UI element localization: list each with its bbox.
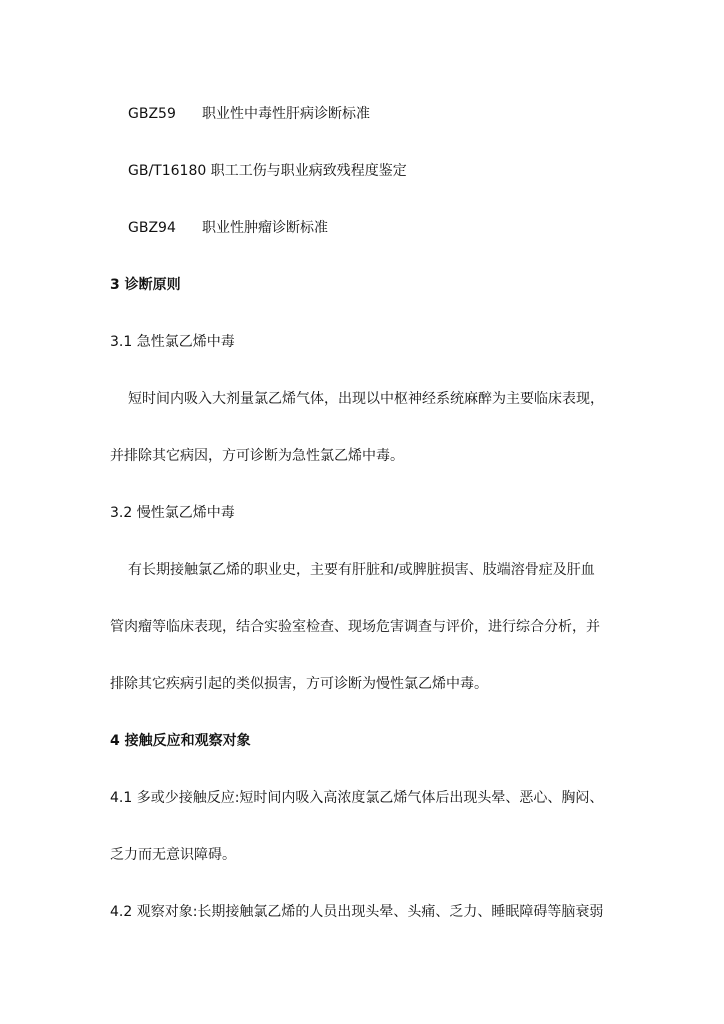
section-heading-4: 4 接触反应和观察对象 <box>110 733 251 749</box>
reference-gbz59 <box>128 104 370 124</box>
subsection-heading-3-2: 3.2 慢性氯乙烯中毒 <box>110 505 235 521</box>
reference-title: 职业性中毒性肝病诊断标准 <box>202 106 370 122</box>
reference-code: GBZ94 <box>128 220 176 236</box>
paragraph-line: 并排除其它病因，方可诊断为急性氯乙烯中毒。 <box>110 448 404 464</box>
paragraph-line: 4.1 多或少接触反应:短时间内吸入高浓度氯乙烯气体后出现头晕、恶心、胸闷、 <box>110 790 604 806</box>
paragraph-line: 乏力而无意识障碍。 <box>110 847 236 863</box>
paragraph-line: 短时间内吸入大剂量氯乙烯气体，出现以中枢神经系统麻醉为主要临床表现， <box>128 391 604 407</box>
section-heading-3: 3 诊断原则 <box>110 277 181 293</box>
reference-gbt16180: GB/T16180 职工工伤与职业病致残程度鉴定 <box>128 163 407 179</box>
subsection-heading-3-1: 3.1 急性氯乙烯中毒 <box>110 334 235 350</box>
paragraph-line: 管肉瘤等临床表现，结合实验室检查、现场危害调查与评价，进行综合分析，并 <box>110 619 600 635</box>
reference-title: 职业性肿瘤诊断标准 <box>202 220 328 236</box>
paragraph-line: 排除其它疾病引起的类似损害，方可诊断为慢性氯乙烯中毒。 <box>110 676 488 692</box>
reference-gbz94 <box>128 218 328 238</box>
paragraph-line: 4.2 观察对象:长期接触氯乙烯的人员出现头晕、头痛、乏力、睡眠障碍等脑衰弱 <box>110 904 604 920</box>
paragraph-line: 有长期接触氯乙烯的职业史，主要有肝脏和/或脾脏损害、肢端溶骨症及肝血 <box>128 562 595 578</box>
reference-code: GBZ59 <box>128 106 176 122</box>
